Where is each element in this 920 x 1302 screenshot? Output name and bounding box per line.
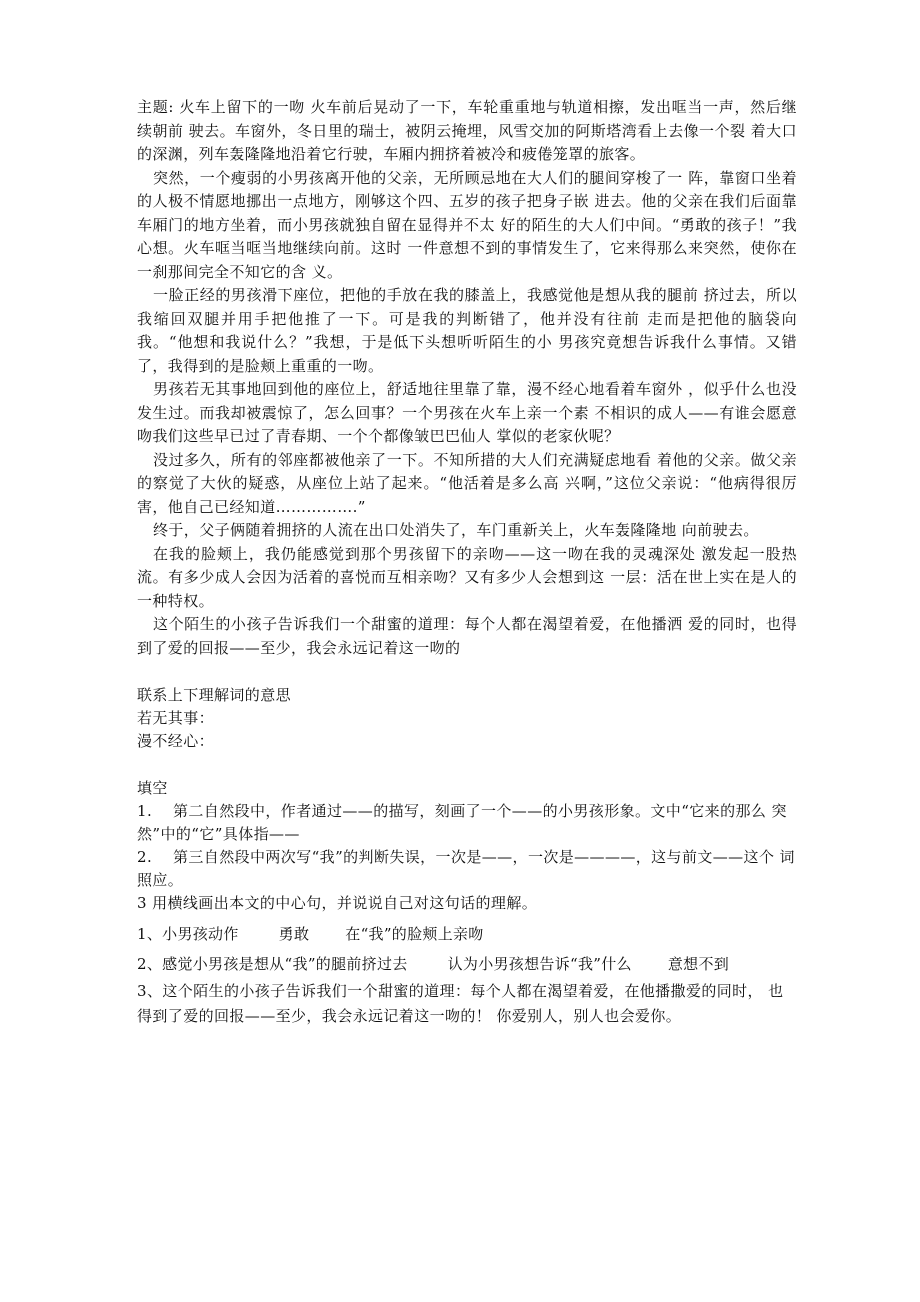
fill-question-1 bbox=[137, 800, 797, 846]
vocab-item-1: 若无其事： bbox=[137, 709, 215, 727]
question-text: 第二自然段中，作者通过——的描写，刻画了一个——的小男孩形象。文中“它来的那么 突然”中的“它”具体指—— bbox=[137, 802, 787, 843]
answer-1 bbox=[137, 919, 797, 949]
answer-part: 认为小男孩想告诉“我”什么 bbox=[447, 955, 632, 973]
answer-2 bbox=[137, 949, 797, 979]
story-paragraph-1: 主题: 火车上留下的一吻 火车前后晃动了一下，车轮重重地与轨道相擦，发出哐当一声，然后继续朝前 驶去。车窗外，冬日里的瑞士，被阴云掩埋，风雪交加的阿斯塔湾看上去像一个裂 着大口的深渊，列车轰隆隆地沿着它行驶，车厢内拥挤着被冷和疲倦笼罩的旅客。 bbox=[137, 98, 797, 163]
fill-question-3: 3 用横线画出本文的中心句，并说说自己对这句话的理解。 bbox=[137, 894, 538, 912]
vocab-heading: 联系上下理解词的意思 bbox=[137, 686, 292, 704]
answer-part: 意想不到 bbox=[667, 955, 730, 973]
document-body bbox=[137, 96, 797, 1029]
story-paragraph-3: 一脸正经的男孩滑下座位，把他的手放在我的膝盖上，我感觉他是想从我的腿前 挤过去，所以我缩回双腿并用手把他推了一下。可是我的判断错了，他并没有往前 走而是把他的脑袋向我。“他想和我说什么？”我想，于是低下头想听听陌生的小 男孩究竟想告诉我什么事情。又错了，我得到的是脸颊上重重的一吻。 bbox=[137, 286, 797, 375]
fill-heading: 填空 bbox=[137, 779, 168, 797]
answer-part: 在“我”的脸颊上亲吻 bbox=[345, 925, 484, 943]
story-paragraph-6: 终于，父子俩随着拥挤的人流在出口处消失了，车门重新关上，火车轰隆隆地 向前驶去。 bbox=[153, 521, 759, 539]
story-paragraph-7: 在我的脸颊上，我仍能感觉到那个男孩留下的亲吻——这一吻在我的灵魂深处 激发起一股热流。有多少成人会因为活着的喜悦而互相亲吻？又有多少人会想到这 一层：活在世上实在是人的一种特权。 bbox=[137, 544, 797, 610]
spacer bbox=[137, 753, 797, 777]
story-paragraph-5: 没过多久，所有的邻座都被他亲了一下。不知所措的大人们充满疑虑地看 着他的父亲。做父亲的察觉了大伙的疑惑，从座位上站了起来。“他活着是多么高 兴啊，”这位父亲说：“他病得很厉害，他自己已经知道…………….” bbox=[137, 450, 797, 516]
spacer bbox=[137, 660, 797, 684]
answer-label: 2、感觉小男孩是想从“我”的腿前挤过去 bbox=[137, 955, 408, 973]
story-paragraph-4: 男孩若无其事地回到他的座位上，舒适地往里靠了靠，漫不经心地看着车窗外 ，似乎什么也没发生过。而我却被震惊了，怎么回事？一个男孩在火车上亲一个素 不相识的成人——有谁会愿意吻我们这些早已过了青春期、一个个都像皱巴巴仙人 掌似的老家伙呢？ bbox=[137, 380, 797, 445]
story-paragraph-8: 这个陌生的小孩子告诉我们一个甜蜜的道理：每个人都在渴望着爱，在他播洒 爱的同时，也得到了爱的回报——至少，我会永远记着这一吻的 bbox=[137, 615, 797, 657]
answer-label: 1、小男孩动作 bbox=[137, 925, 239, 943]
question-number: 1. bbox=[137, 802, 153, 820]
vocab-item-2: 漫不经心： bbox=[137, 732, 215, 750]
question-number: 2. bbox=[137, 848, 153, 866]
story-paragraph-2: 突然，一个瘦弱的小男孩离开他的父亲，无所顾忌地在大人们的腿间穿梭了一 阵，靠窗口坐着的人极不情愿地挪出一点地方，刚够这个四、五岁的孩子把身子嵌 进去。他的父亲在我们后面靠车厢门的地方坐着，而小男孩就独自留在显得并不太 好的陌生的大人们中间。“勇敢的孩子！”我心想。火车哐当哐当地继续向前。这时 一件意想不到的事情发生了，它来得那么来突然，使你在一刹那间完全不知它的含 义。 bbox=[137, 168, 797, 281]
question-text: 第三自然段中两次写“我”的判断失误，一次是——，一次是————，这与前文——这个 词照应。 bbox=[137, 848, 795, 889]
answer-3: 3、这个陌生的小孩子告诉我们一个甜蜜的道理：每个人都在渴望着爱，在他播撒爱的同时， 也得到了爱的回报——至少，我会永远记着这一吻的！ 你爱别人，别人也会爱你。 bbox=[137, 982, 784, 1025]
fill-question-2 bbox=[137, 846, 797, 892]
answer-part: 勇敢 bbox=[278, 925, 310, 943]
